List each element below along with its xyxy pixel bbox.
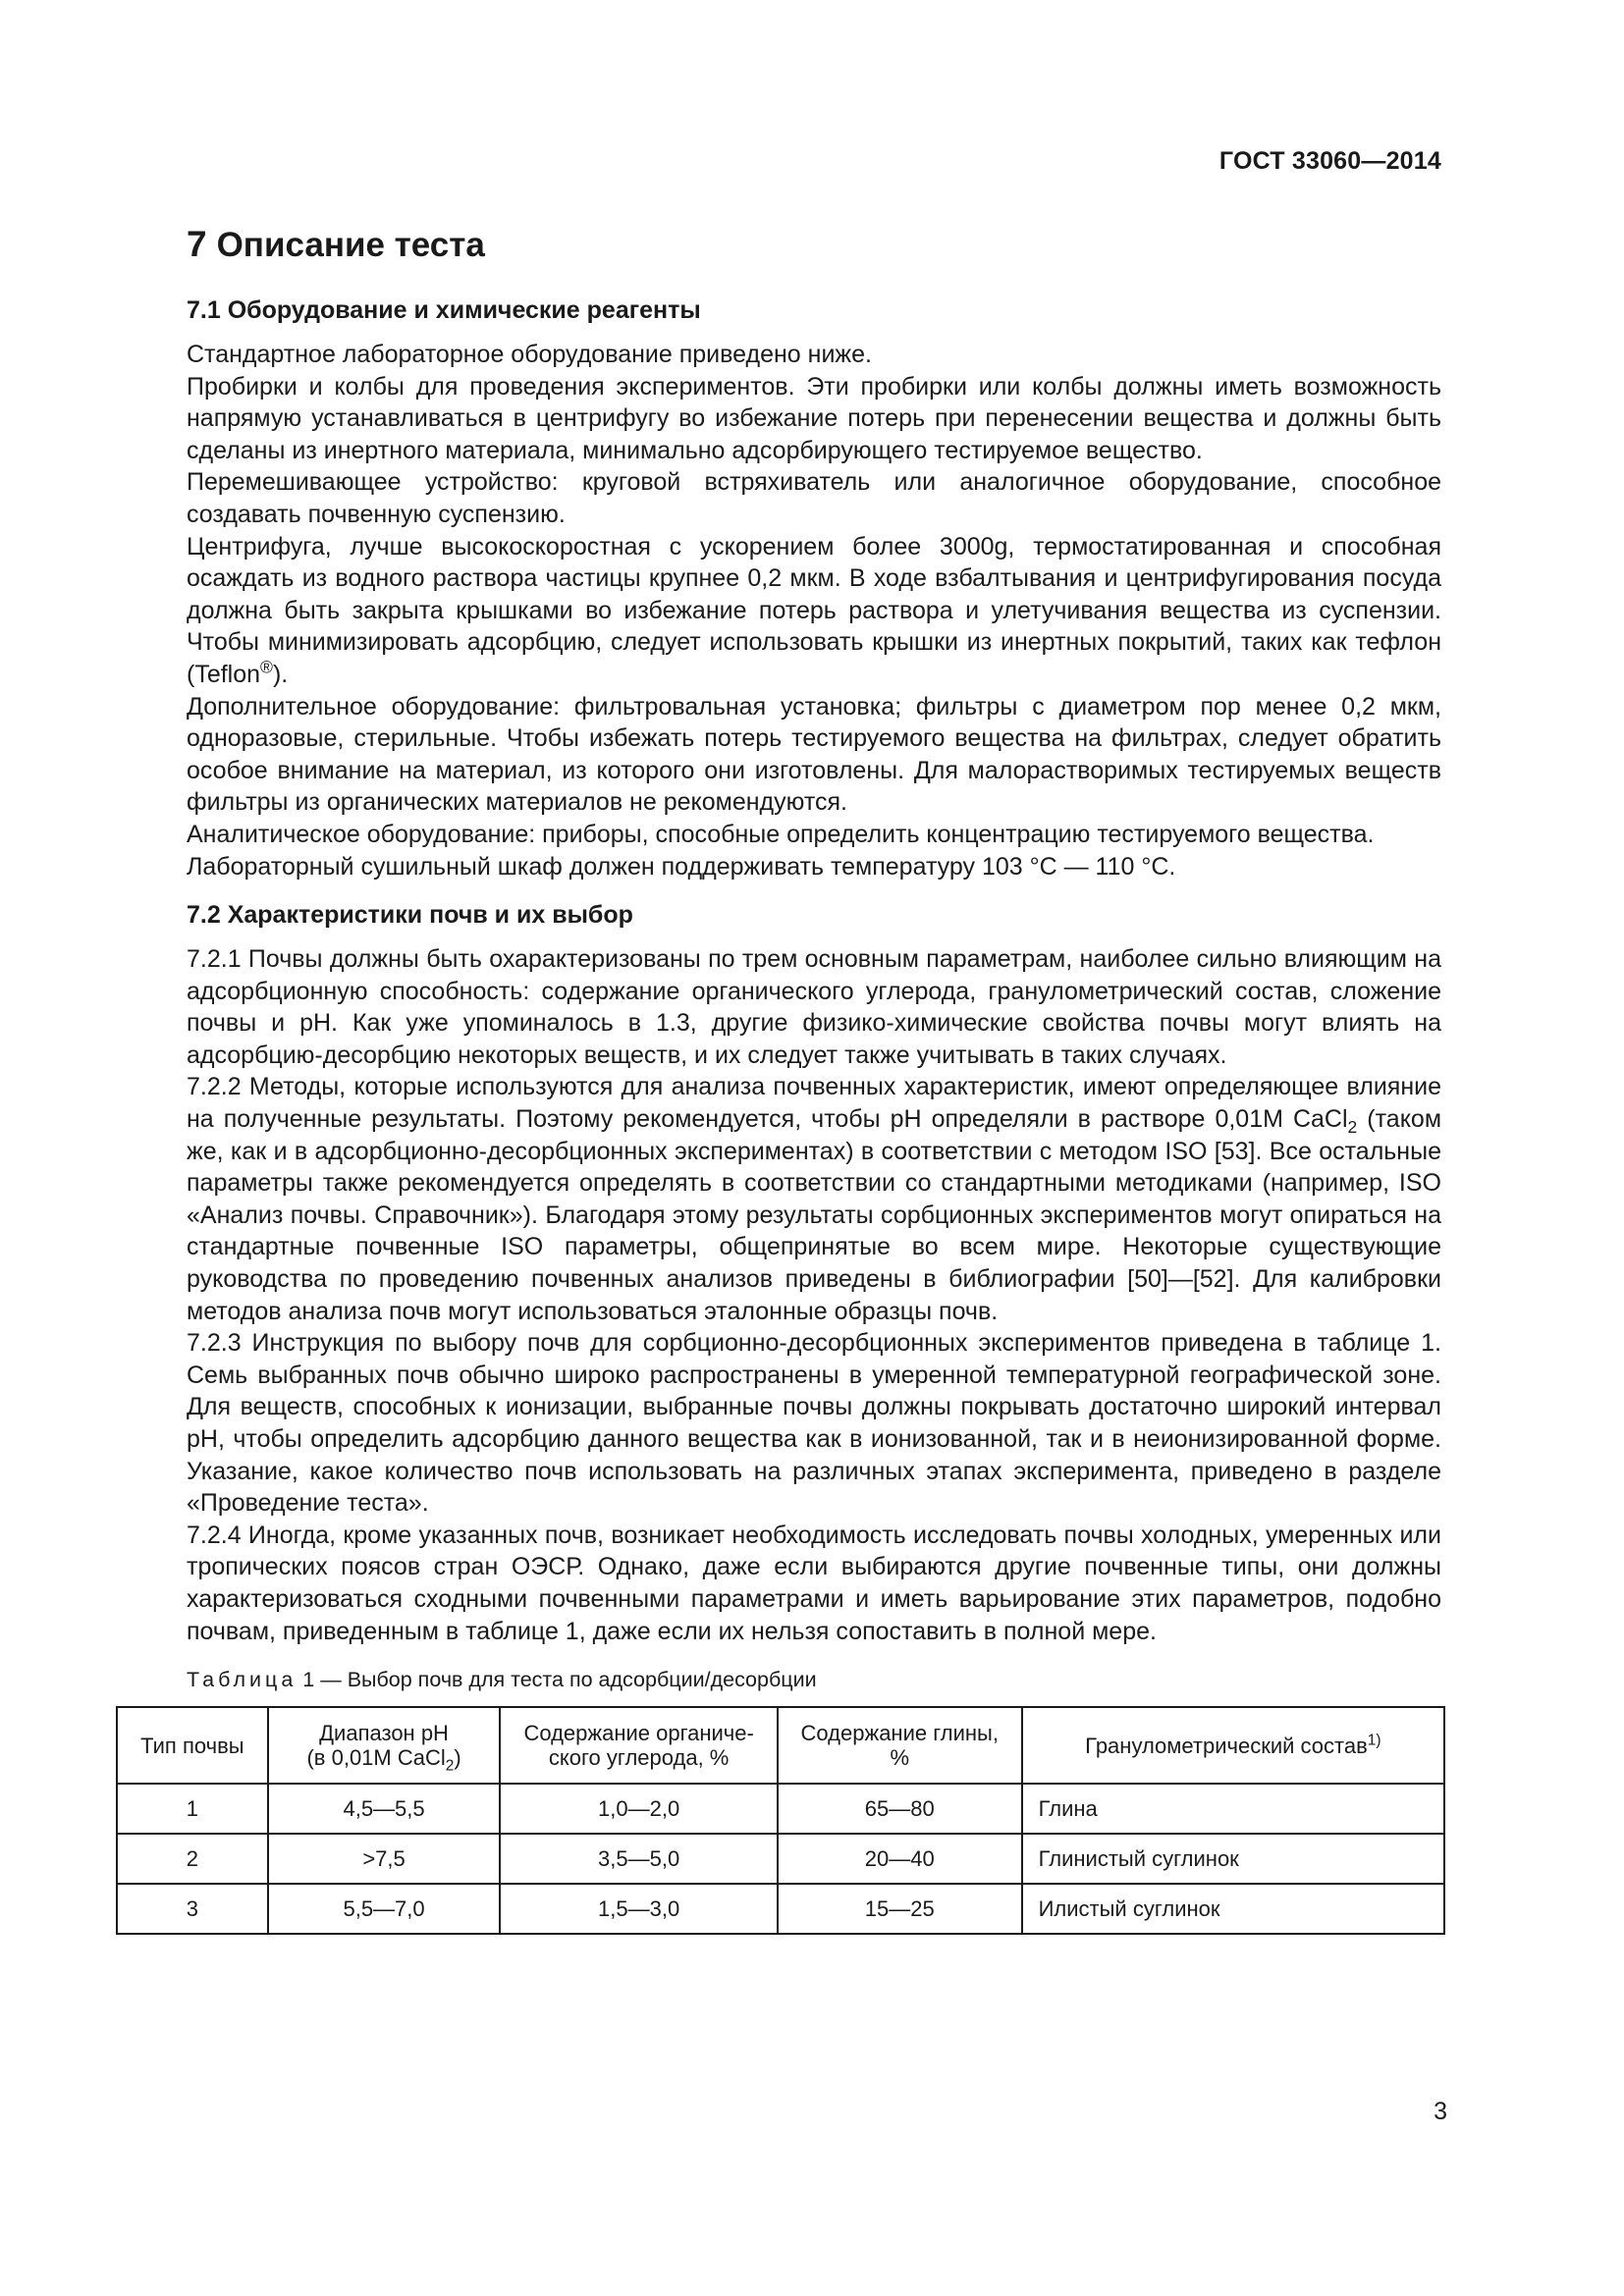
paragraph <box>187 1071 1441 1327</box>
column-header-soil-type: Тип почвы <box>117 1707 268 1784</box>
cell-granulometry: Глина <box>1022 1784 1444 1834</box>
cell-ph: 5,5—7,0 <box>268 1884 501 1934</box>
document-code: ГОСТ 33060—2014 <box>1218 147 1441 175</box>
column-header-granulometry <box>1022 1707 1444 1784</box>
table-header-row <box>117 1707 1444 1784</box>
cell-granulometry: Глинистый суглинок <box>1022 1834 1444 1884</box>
section-heading <box>187 222 1441 268</box>
paragraph: Стандартное лабораторное оборудование приведено ниже. <box>187 341 872 368</box>
paragraph: Лабораторный сушильный шкаф должен поддерживать температуру 103 °С — 110 °С. <box>187 852 1176 881</box>
column-header-ph <box>268 1707 501 1784</box>
paragraph <box>187 531 1441 691</box>
table-row <box>117 1834 1444 1884</box>
header-text: ) <box>454 1745 461 1771</box>
cell-organic-carbon: 1,0—2,0 <box>500 1784 778 1834</box>
header-text: ского углерода, % <box>548 1745 730 1771</box>
header-text: (в 0,01M CaCl <box>306 1745 446 1771</box>
cell-ph: 4,5—5,5 <box>268 1784 501 1834</box>
footnote-mark: 1) <box>1367 1732 1381 1749</box>
table-caption-text: 1 — Выбор почв для теста по адсорбции/десорбции <box>297 1668 817 1692</box>
paragraph: Перемешивающее устройство: круговой встряхиватель или аналогичное оборудование, способное создавать почвенную суспензию. <box>187 468 1441 528</box>
page-number: 3 <box>1434 2098 1447 2125</box>
subscript: 2 <box>1347 1117 1358 1138</box>
cell-clay: 15—25 <box>778 1884 1022 1934</box>
cell-organic-carbon: 1,5—3,0 <box>500 1884 778 1934</box>
paragraph: 7.2.1 Почвы должны быть охарактеризованы по трем основным параметрам, наиболее сильно влияющим на адсорбционную способность: содержание органического углерода, гранулометрический состав, сложение почвы и рН. Как уже упоминалось в 1.3, другие физико-химические свойства почвы могут влиять на адсорбцию-десорбцию некоторых веществ, и их следует также учитывать в таких случаях. <box>187 945 1441 1069</box>
table-caption-word: Таблица <box>187 1668 298 1692</box>
soil-selection-table <box>116 1706 1445 1935</box>
paragraph-text: 7.2.2 Методы, которые используются для анализа почвенных характеристик, имеют определяющее влияние на полученные результаты. Поэтому рекомендуется, чтобы рН определяли в растворе 0,01M CaCl <box>187 1073 1441 1134</box>
paragraph-text: (таком же, как и в адсорбционно-десорбционных экспериментах) в соответствии с методом ISO [53]. Все остальные параметры также рекомендуется определять в соответствии со стандартными методиками (например, ISO «Анализ почвы. Справочник»). Благодаря этому результаты сорбционных экспериментов могут опираться на стандартные почвенные ISO параметры, общепринятые во всем мире. Некоторые существующие руководства по проведению почвенных анализов приведены в библиографии [50]—[52]. Для калибровки методов анализа почв могут использоваться эталонные образцы почв. <box>187 1105 1442 1325</box>
subscript: 2 <box>445 1757 455 1775</box>
subsection-7-2-heading: 7.2 Характеристики почв и их выбор <box>187 901 633 930</box>
header-text: % <box>890 1745 910 1771</box>
paragraph: 7.2.4 Иногда, кроме указанных почв, возникает необходимость исследовать почвы холодных, умеренных или тропических поясов стран ОЭСР. Однако, даже если выбираются другие почвенные типы, они должны характеризоваться сходными почвенными параметрами и иметь варьирование этих параметров, подобно почвам, приведенным в таблице 1, даже если их нельзя сопоставить в полной мере. <box>187 1521 1441 1645</box>
cell-soil-type: 3 <box>117 1884 268 1934</box>
registered-mark: ® <box>260 657 273 677</box>
column-header-organic-carbon <box>500 1707 778 1784</box>
header-text: Гранулометрический состав <box>1085 1733 1368 1758</box>
paragraph: Дополнительное оборудование: фильтровальная установка; фильтры с диаметром пор менее 0,2 мкм, одноразовые, стерильные. Чтобы избежать потерь тестируемого вещества на фильтрах, следует обратить особое внимание на материал, из которого они изготовлены. Для малорастворимых тестируемых веществ фильтры из органических материалов не рекомендуются. <box>187 692 1441 817</box>
table-caption <box>187 1665 1441 1694</box>
cell-clay: 65—80 <box>778 1784 1022 1834</box>
paragraph: Аналитическое оборудование: приборы, способные определить концентрацию тестируемого вещества. <box>187 820 1375 848</box>
cell-organic-carbon: 3,5—5,0 <box>500 1834 778 1884</box>
section-number: 7 <box>187 224 207 264</box>
paragraph-text: ). <box>272 660 289 688</box>
paragraph-text: Центрифуга, лучше высокоскоростная с ускорением более 3000g, термостатированная и способная осаждать из водного раствора частицы крупнее 0,2 мкм. В ходе взбалтывания и центрифугирования посуда должна быть закрыта крышками во избежание потерь раствора и улетучивания вещества из суспензии. Чтобы минимизировать адсорбцию, следует использовать крышки из инертных покрытий, таких как тефлон (Teflon <box>187 532 1441 688</box>
table-row <box>117 1784 1444 1834</box>
cell-soil-type: 2 <box>117 1834 268 1884</box>
cell-ph: >7,5 <box>268 1834 501 1884</box>
column-header-clay <box>778 1707 1022 1784</box>
table-row <box>117 1884 1444 1934</box>
subsection-7-1-heading: 7.1 Оборудование и химические реагенты <box>187 296 701 324</box>
paragraph: Пробирки и колбы для проведения экспериментов. Эти пробирки или колбы должны иметь возможность напрямую устанавливаться в центрифугу во избежание потерь при перенесении вещества и должны быть сделаны из инертного материала, минимально адсорбирующего тестируемое вещество. <box>187 372 1441 464</box>
cell-clay: 20—40 <box>778 1834 1022 1884</box>
header-text: Диапазон рН <box>319 1721 449 1746</box>
page-content <box>140 222 1442 1935</box>
paragraph: 7.2.3 Инструкция по выбору почв для сорбционно-десорбционных экспериментов приведена в таблице 1. Семь выбранных почв обычно широко распространены в умеренной температурной географической зоне. Для веществ, способных к ионизации, выбранные почвы должны покрывать достаточно широкий интервал рН, чтобы определить адсорбцию данного вещества как в ионизованной, так и в неионизированной форме. Указание, какое количество почв использовать на различных этапах эксперимента, приведено в разделе «Проведение теста». <box>187 1329 1441 1518</box>
header-text: Содержание глины, <box>800 1721 999 1746</box>
header-text: Содержание органиче- <box>523 1721 754 1746</box>
cell-granulometry: Илистый суглинок <box>1022 1884 1444 1934</box>
section-title: Описание теста <box>216 226 485 264</box>
cell-soil-type: 1 <box>117 1784 268 1834</box>
